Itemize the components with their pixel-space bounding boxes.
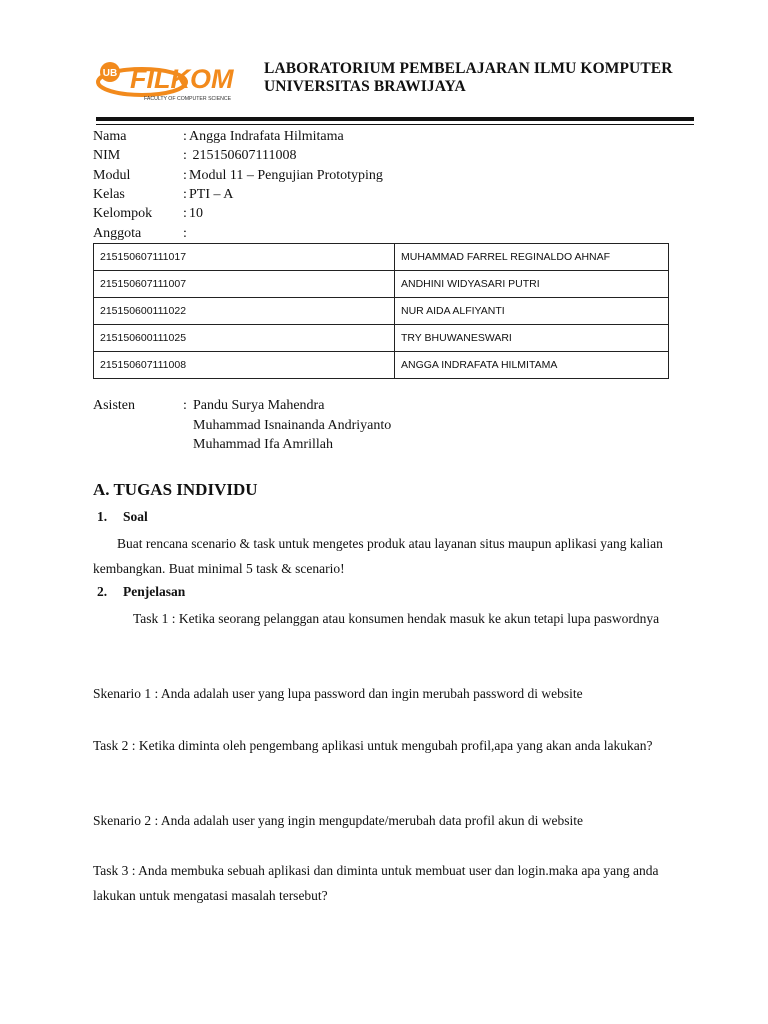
subsection-number: 1.: [97, 509, 108, 524]
soal-text: Buat rencana scenario & task untuk mengetes produk atau layanan situs maupun aplikasi yang kalian kembangkan. Buat minimal 5 task & scenario!: [93, 536, 663, 576]
info-label: NIM: [93, 148, 121, 163]
member-nim: 215150607111007: [94, 271, 395, 298]
section-title: A. TUGAS INDIVIDU: [93, 480, 258, 499]
info-value: PTI – A: [189, 187, 234, 202]
member-name: ANDHINI WIDYASARI PUTRI: [395, 271, 669, 298]
info-value: Modul 11 – Pengujian Prototyping: [189, 168, 383, 183]
subsection-soal: [97, 509, 297, 527]
member-name: TRY BHUWANESWARI: [395, 325, 669, 352]
member-nim: 215150607111008: [94, 352, 395, 379]
member-nim: 215150600111025: [94, 325, 395, 352]
info-value: 215150607111008: [189, 148, 297, 163]
subsection-number: 2.: [97, 584, 108, 599]
info-label: Kelompok: [93, 206, 153, 221]
logo-wordmark: FILKOM: [130, 64, 234, 94]
header-rule-thin: [96, 124, 694, 125]
table-row: [94, 244, 669, 271]
lab-title: [264, 60, 673, 96]
member-nim: 215150607111017: [94, 244, 395, 271]
member-name: ANGGA INDRAFATA HILMITAMA: [395, 352, 669, 379]
table-row: [94, 352, 669, 379]
info-value: Angga Indrafata Hilmitama: [189, 129, 344, 144]
filkom-logo: [96, 60, 260, 104]
task-2-text: Task 2 : Ketika diminta oleh pengembang aplikasi untuk mengubah profil,apa yang akan anda lakukan?: [93, 738, 653, 753]
table-row: [94, 271, 669, 298]
member-name: NUR AIDA ALFIYANTI: [395, 298, 669, 325]
table-row: [94, 298, 669, 325]
info-value: 10: [189, 206, 203, 221]
task-3-text: Task 3 : Anda membuka sebuah aplikasi dan diminta untuk membuat user dan login.maka apa yang anda lakukan untuk mengatasi masalah tersebut?: [93, 863, 659, 903]
info-label: Anggota: [93, 226, 142, 241]
table-row: [94, 325, 669, 352]
member-name: MUHAMMAD FARREL REGINALDO AHNAF: [395, 244, 669, 271]
skenario-2-text: Skenario 2 : Anda adalah user yang ingin mengupdate/merubah data profil akun di website: [93, 813, 583, 828]
member-nim: 215150600111022: [94, 298, 395, 325]
subsection-penjelasan: [97, 584, 297, 602]
task-1-text: Task 1 : Ketika seorang pelanggan atau konsumen hendak masuk ke akun tetapi lupa paswordnya: [133, 611, 660, 626]
asisten-name: Muhammad Isnainanda Andriyanto: [193, 417, 392, 433]
subsection-title: Soal: [123, 509, 148, 524]
asisten-label: Asisten: [93, 398, 135, 413]
asisten-name: Muhammad Ifa Amrillah: [193, 437, 333, 452]
info-label: Modul: [93, 168, 131, 183]
asisten-name: Pandu Surya Mahendra: [193, 398, 325, 413]
members-table: [93, 243, 669, 379]
info-label: Kelas: [93, 187, 125, 202]
logo-badge: UB: [102, 68, 118, 79]
header-rule-thick: [96, 117, 694, 121]
logo-tagline: FACULTY OF COMPUTER SCIENCE: [144, 96, 232, 102]
subsection-title: Penjelasan: [123, 584, 186, 599]
info-label: Nama: [93, 129, 127, 144]
skenario-1-text: Skenario 1 : Anda adalah user yang lupa password dan ingin merubah password di website: [93, 686, 583, 701]
lab-title-line2: UNIVERSITAS BRAWIJAYA: [264, 78, 466, 95]
lab-title-line1: LABORATORIUM PEMBELAJARAN ILMU KOMPUTER: [264, 60, 673, 77]
